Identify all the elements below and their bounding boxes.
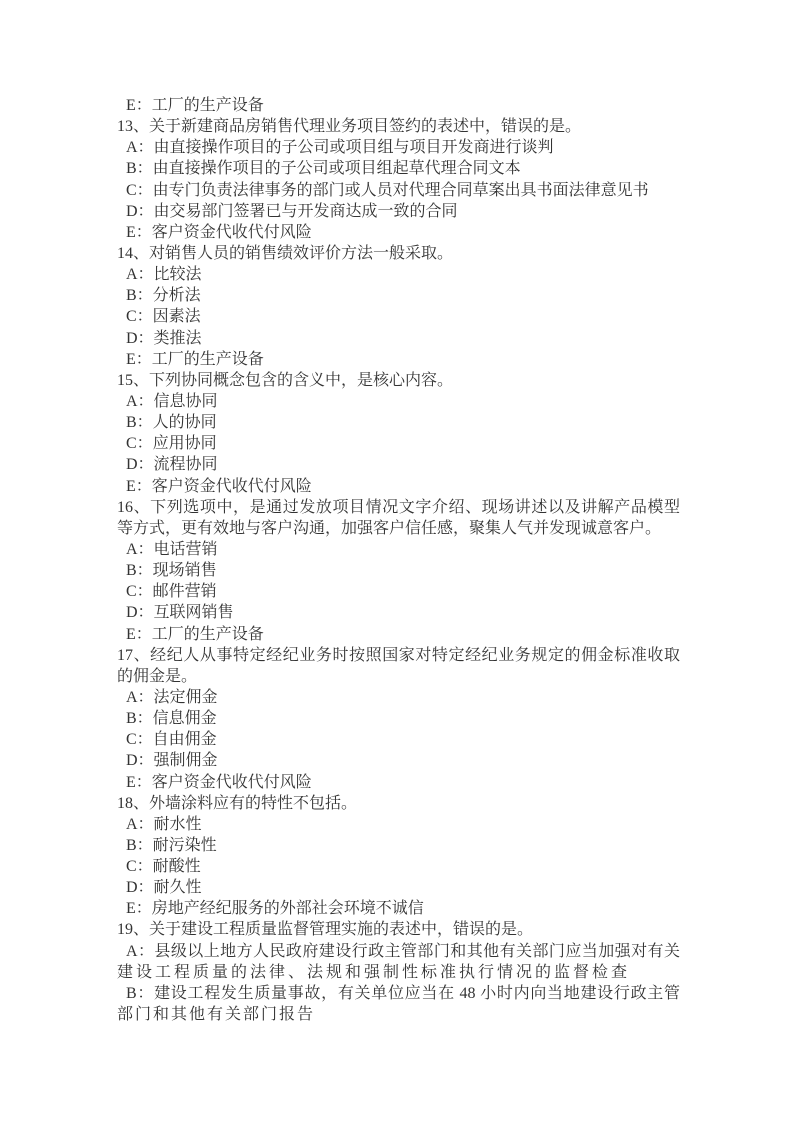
text-line: D：强制佣金 xyxy=(126,752,218,770)
text-line: 15、下列协同概念包含的含义中，是核心内容。 xyxy=(117,371,454,389)
question-stem xyxy=(117,793,717,814)
question-stem xyxy=(117,116,717,137)
text-line: C：因素法 xyxy=(126,308,201,326)
exam-content xyxy=(117,95,717,1025)
text-line: D：类推法 xyxy=(126,329,202,347)
question-stem xyxy=(117,243,717,264)
text-line: A：电话营销 xyxy=(126,540,218,558)
carryover-option xyxy=(117,95,717,116)
text-line: A：比较法 xyxy=(126,266,202,284)
question-19 xyxy=(117,919,717,1025)
text-line: A：县级以上地方人民政府建设行政主管部门和其他有关部门应当加强对有关 xyxy=(126,942,680,960)
question-17 xyxy=(117,645,717,793)
option-paragraph xyxy=(117,750,717,771)
question-stem xyxy=(117,497,717,539)
text-line: B：现场销售 xyxy=(126,562,217,580)
text-line: 13、关于新建商品房销售代理业务项目签约的表述中，错误的是。 xyxy=(117,118,582,136)
text-line: A：信息协同 xyxy=(126,392,218,410)
text-line: E：工厂的生产设备 xyxy=(126,97,264,114)
option-paragraph xyxy=(117,158,717,179)
text-line: B：建设工程发生质量事故，有关单位应当在 48 小时内向当地建设行政主管 xyxy=(126,984,680,1002)
text-line: E：客户资金代收代付风险 xyxy=(126,223,312,241)
option-paragraph xyxy=(117,708,717,729)
question-18 xyxy=(117,793,717,920)
text-line: E：客户资金代收代付风险 xyxy=(126,477,312,495)
text-line: 等方式，更有效地与客户沟通，加强客户信任感，聚集人气并发现诚意客户。 xyxy=(117,519,662,537)
option-paragraph xyxy=(117,856,717,877)
option-paragraph xyxy=(117,137,717,158)
text-line: E：工厂的生产设备 xyxy=(126,625,264,643)
text-line: B：分析法 xyxy=(126,287,201,305)
question-stem xyxy=(117,370,717,391)
option-paragraph xyxy=(117,349,717,370)
text-line: D：由交易部门签署已与开发商达成一致的合同 xyxy=(126,202,458,220)
option-paragraph xyxy=(117,412,717,433)
option-paragraph xyxy=(117,391,717,412)
text-line: 的佣金是。 xyxy=(117,667,198,685)
option-paragraph xyxy=(117,877,717,898)
text-line: B：耐污染性 xyxy=(126,836,217,854)
text-line: E：房地产经纪服务的外部社会环境不诚信 xyxy=(126,900,424,918)
text-line: 17、经纪人从事特定经纪业务时按照国家对特定经纪业务规定的佣金标准收取 xyxy=(117,646,680,664)
text-line: 16、下列选项中，是通过发放项目情况文字介绍、现场讲述以及讲解产品模型 xyxy=(117,498,680,516)
text-line: C：自由佣金 xyxy=(126,731,217,749)
option-paragraph xyxy=(117,581,717,602)
option-paragraph xyxy=(117,454,717,475)
text-line: D：耐久性 xyxy=(126,879,202,897)
question-15 xyxy=(117,370,717,497)
option-paragraph xyxy=(117,222,717,243)
text-line: 部门和其他有关部门报告 xyxy=(117,1006,316,1024)
text-line: C：邮件营销 xyxy=(126,583,217,601)
text-line: 建设工程质量的法律、法规和强制性标准执行情况的监督检查 xyxy=(117,963,631,981)
text-line: 14、对销售人员的销售绩效评价方法一般采取。 xyxy=(117,244,454,262)
text-line: B：信息佣金 xyxy=(126,710,217,728)
option-paragraph xyxy=(117,264,717,285)
text-line: A：耐水性 xyxy=(126,815,202,833)
option-paragraph xyxy=(117,772,717,793)
text-line: B：由直接操作项目的子公司或项目组起草代理合同文本 xyxy=(126,160,521,178)
option-paragraph xyxy=(117,201,717,222)
option-paragraph xyxy=(117,983,717,1025)
question-stem xyxy=(117,645,717,687)
text-line: C：耐酸性 xyxy=(126,858,201,876)
question-16 xyxy=(117,497,717,645)
question-stem xyxy=(117,919,717,940)
option-paragraph xyxy=(117,180,717,201)
text-line: C：应用协同 xyxy=(126,435,217,453)
option-paragraph xyxy=(117,328,717,349)
text-line: D：互联网销售 xyxy=(126,604,234,622)
text-line: D：流程协同 xyxy=(126,456,218,474)
text-line: E：客户资金代收代付风险 xyxy=(126,773,312,791)
option-paragraph xyxy=(117,476,717,497)
text-line: B：人的协同 xyxy=(126,414,217,432)
option-paragraph xyxy=(117,898,717,919)
option-paragraph xyxy=(117,729,717,750)
text-line: A：由直接操作项目的子公司或项目组与项目开发商进行谈判 xyxy=(126,139,554,157)
option-paragraph xyxy=(117,539,717,560)
text-line: 19、关于建设工程质量监督管理实施的表述中，错误的是。 xyxy=(117,921,534,939)
question-13 xyxy=(117,116,717,243)
option-paragraph xyxy=(117,560,717,581)
question-14 xyxy=(117,243,717,370)
option-paragraph xyxy=(117,306,717,327)
option-paragraph xyxy=(117,814,717,835)
option-paragraph xyxy=(117,433,717,454)
text-line: A：法定佣金 xyxy=(126,688,218,706)
text-line: E：工厂的生产设备 xyxy=(126,350,264,368)
text-line: 18、外墙涂料应有的特性不包括。 xyxy=(117,794,358,812)
option-paragraph xyxy=(117,687,717,708)
option-paragraph xyxy=(117,941,717,983)
option-paragraph xyxy=(117,835,717,856)
option-paragraph xyxy=(117,602,717,623)
option-paragraph xyxy=(117,285,717,306)
option-paragraph xyxy=(117,624,717,645)
text-line: C：由专门负责法律事务的部门或人员对代理合同草案出具书面法律意见书 xyxy=(126,181,649,199)
